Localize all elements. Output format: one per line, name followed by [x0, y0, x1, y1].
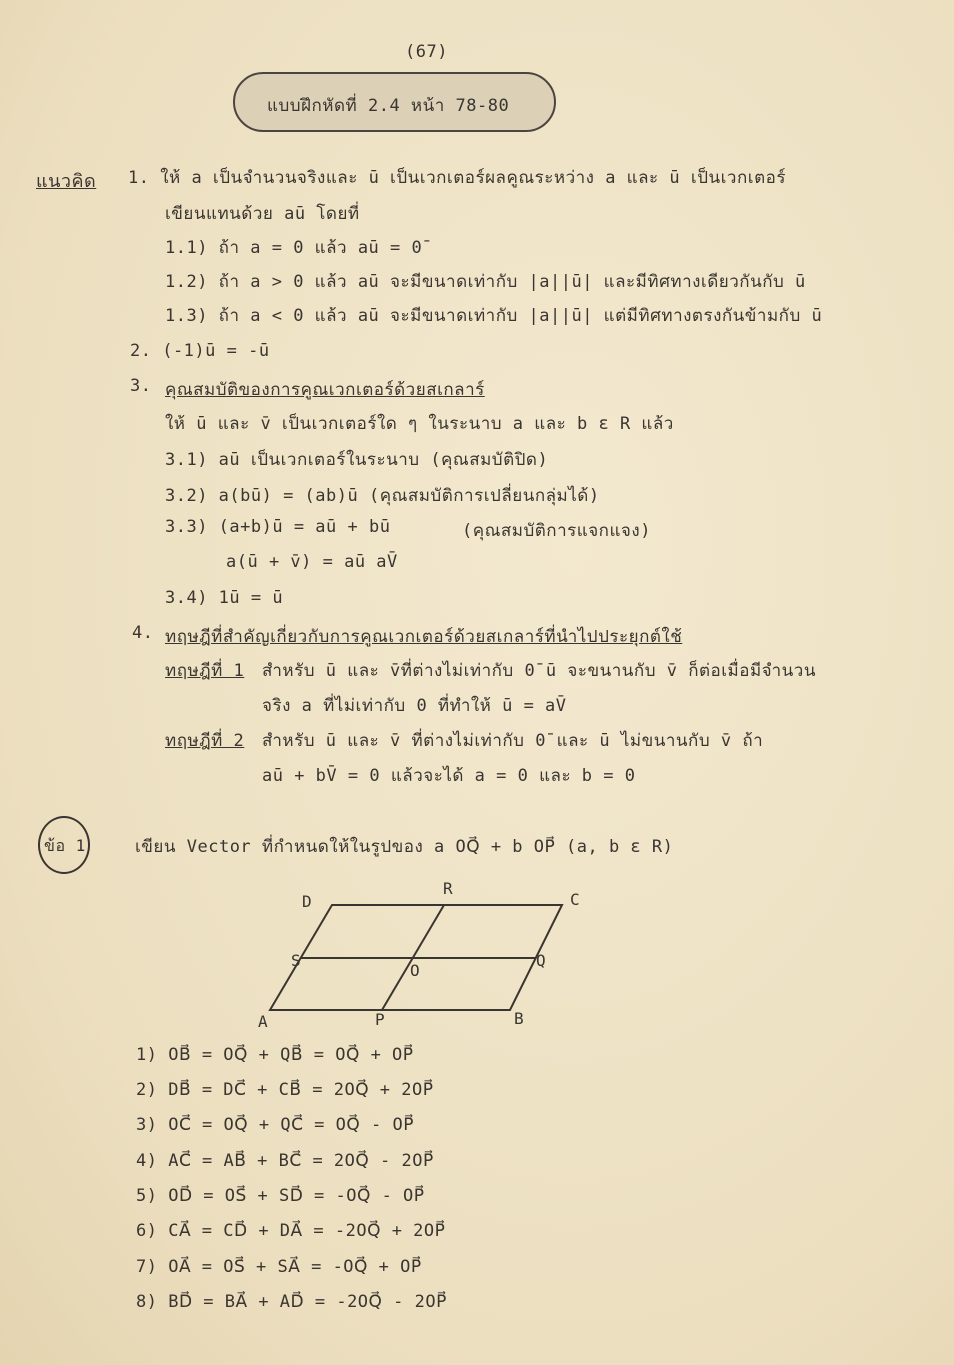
parallelogram-diagram	[250, 875, 600, 1035]
theorem2-line1: สำหรับ ū และ v̄ ที่ต่างไม่เท่ากับ 0̄ และ ū ไม่ขนานกับ v̄ ถ้า	[262, 731, 764, 751]
concept-label: แนวคิด	[36, 171, 97, 192]
item1-line1: 1. ให้ a เป็นจำนวนจริงและ ū เป็นเวกเตอร์ผลคูณระหว่าง a และ ū เป็นเวกเตอร์	[128, 168, 786, 188]
item1-sub1: 1.1) ถ้า a = 0 แล้ว aū = 0̄	[165, 238, 423, 258]
answer-5: 5) OD⃗ = OS⃗ + SD⃗ = -OQ⃗ - OP⃗	[136, 1186, 425, 1206]
exercise-prompt: เขียน Vector ที่กำหนดให้ในรูปของ a OQ⃗ + b OP⃗ (a, b ε R)	[135, 837, 674, 857]
answer-1: 1) OB⃗ = OQ⃗ + QB⃗ = OQ⃗ + OP⃗	[136, 1045, 414, 1065]
item3-num: 3.	[130, 376, 152, 396]
item2: 2. (-1)ū = -ū	[130, 341, 270, 361]
label-d: D	[302, 892, 312, 911]
answer-3: 3) OC⃗ = OQ⃗ + QC⃗ = OQ⃗ - OP⃗	[136, 1115, 414, 1135]
item3-title: คุณสมบัติของการคูณเวกเตอร์ด้วยสเกลาร์	[165, 380, 485, 400]
item3-p4: 3.4) 1ū = ū	[165, 588, 284, 608]
item1-sub3: 1.3) ถ้า a < 0 แล้ว aū จะมีขนาดเท่ากับ |a||ū| แต่มีทิศทางตรงกันข้ามกับ ū	[165, 306, 823, 326]
item3-p2: 3.2) a(bū) = (ab)ū (คุณสมบัติการเปลี่ยนกลุ่มได้)	[165, 486, 600, 506]
theorem2-line2: aū + bV̄ = 0 แล้วจะได้ a = 0 และ b = 0	[262, 766, 636, 786]
label-b: B	[514, 1009, 524, 1028]
theorem1-label: ทฤษฎีที่ 1	[165, 661, 245, 681]
item3-p3a: 3.3) (a+b)ū = aū + bū	[165, 517, 391, 537]
item3-intro: ให้ ū และ v̄ เป็นเวกเตอร์ใด ๆ ในระนาบ a และ b ε R แล้ว	[165, 414, 674, 434]
theorem2-label: ทฤษฎีที่ 2	[165, 731, 245, 751]
label-s: S	[291, 951, 301, 970]
theorem1-line1: สำหรับ ū และ v̄ที่ต่างไม่เท่ากับ 0̄ ū จะขนานกับ v̄ ก็ต่อเมื่อมีจำนวน	[262, 661, 816, 681]
item3-p1: 3.1) aū เป็นเวกเตอร์ในระนาบ (คุณสมบัติปิด)	[165, 450, 549, 470]
page-number: (67)	[405, 42, 448, 62]
label-c: C	[570, 890, 580, 909]
theorem1-line2: จริง a ที่ไม่เท่ากับ 0 ที่ทำให้ ū = aV̄	[262, 696, 567, 716]
answer-2: 2) DB⃗ = DC⃗ + CB⃗ = 2OQ⃗ + 2OP⃗	[136, 1080, 434, 1100]
item1-sub2: 1.2) ถ้า a > 0 แล้ว aū จะมีขนาดเท่ากับ |a||ū| และมีทิศทางเดียวกันกับ ū	[165, 272, 806, 292]
item4-title: ทฤษฎีที่สำคัญเกี่ยวกับการคูณเวกเตอร์ด้วยสเกลาร์ที่นำไปประยุกต์ใช้	[165, 627, 683, 647]
answer-6: 6) CA⃗ = CD⃗ + DA⃗ = -2OQ⃗ + 2OP⃗	[136, 1221, 446, 1241]
header-title: แบบฝึกหัดที่ 2.4 หน้า 78-80	[267, 96, 510, 116]
label-o: O	[410, 961, 420, 980]
label-p: P	[375, 1010, 385, 1029]
answer-4: 4) AC⃗ = AB⃗ + BC⃗ = 2OQ⃗ - 2OP⃗	[136, 1151, 434, 1171]
item4-num: 4.	[132, 623, 154, 643]
label-q: Q	[536, 951, 546, 970]
exercise-label: ข้อ 1	[44, 836, 86, 855]
label-r: R	[443, 879, 453, 898]
item1-line2: เขียนแทนด้วย aū โดยที่	[165, 204, 360, 224]
label-a: A	[258, 1012, 268, 1031]
answer-8: 8) BD⃗ = BA⃗ + AD⃗ = -2OQ⃗ - 2OP⃗	[136, 1292, 447, 1312]
answer-7: 7) OA⃗ = OS⃗ + SA⃗ = -OQ⃗ + OP⃗	[136, 1257, 422, 1277]
item3-p3-note: (คุณสมบัติการแจกแจง)	[462, 521, 651, 541]
item3-p3b: a(ū + v̄) = aū aV̄	[226, 552, 398, 572]
